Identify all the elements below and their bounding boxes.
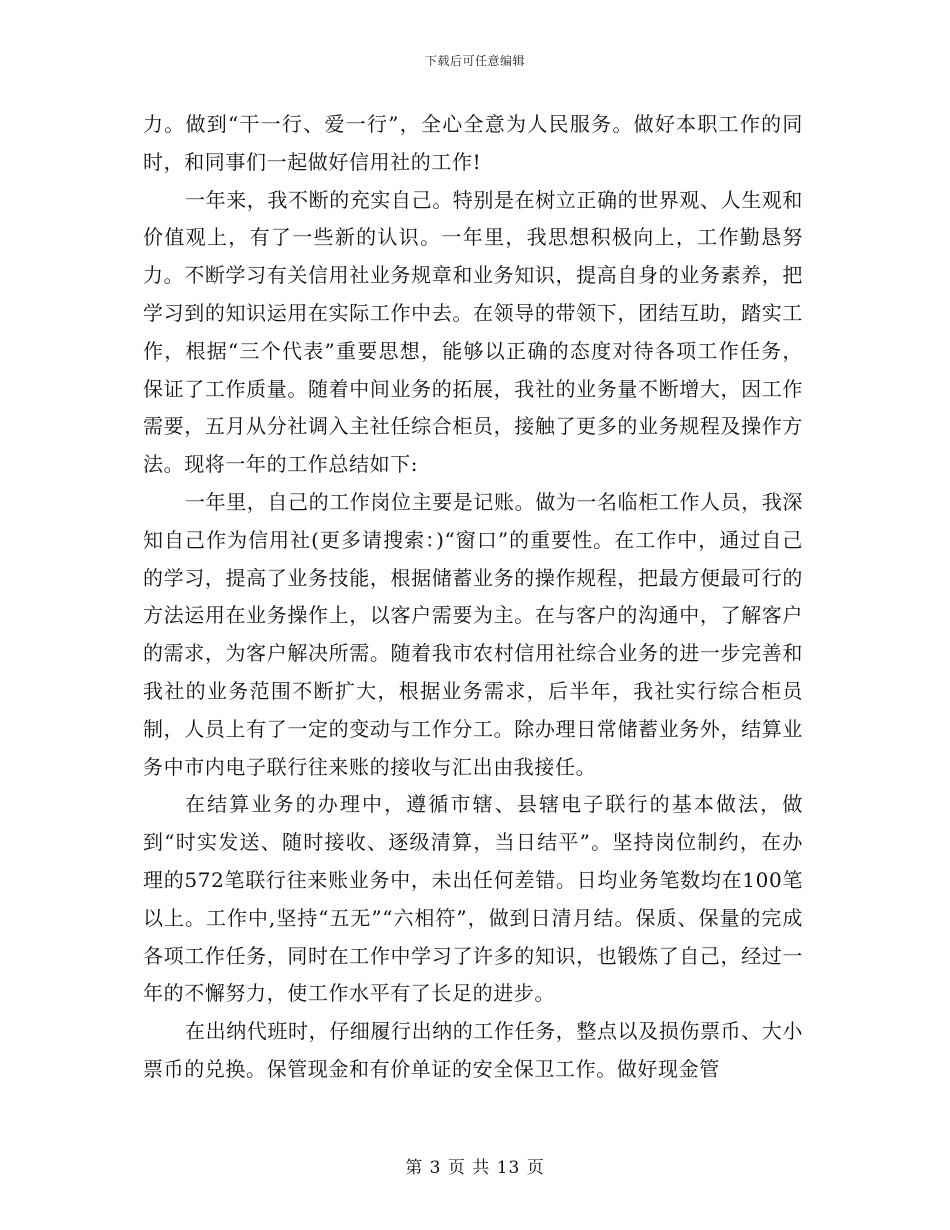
paragraph-2: 一年来，我不断的充实自己。特别是在树立正确的世界观、人生观和价值观上，有了一些新的认识。一年里，我思想积极向上，工作勤恳努力。不断学习有关信用社业务规章和业务知识，提高自身的业务素养，把学习到的知识运用在实际工作中去。在领导的带领下，团结互助，踏实工作，根据“三个代表”重要思想，能够以正确的态度对待各项工作任务，保证了工作质量。随着中间业务的拓展，我社的业务量不断增大，因工作需要，五月从分社调入主社任综合柜员，接触了更多的业务规程及操作方法。现将一年的工作总结如下: — [143, 187, 803, 477]
paragraph-3: 一年里，自己的工作岗位主要是记账。做为一名临柜工作人员，我深知自己作为信用社(更多请搜索：)“窗口”的重要性。在工作中，通过自己的学习，提高了业务技能，根据储蓄业务的操作规程，把最方便最可行的方法运用在业务操作上，以客户需要为主。在与客户的沟通中，了解客户的需求，为客户解决所需。随着我市农村信用社综合业务的进一步完善和我社的业务范围不断扩大，根据业务需求，后半年，我社实行综合柜员制，人员上有了一定的变动与工作分工。除办理日常储蓄业务外，结算业务中市内电子联行往来账的接收与汇出由我接任。 — [143, 489, 803, 779]
paragraph-1: 力。做到“干一行、爱一行”，全心全意为人民服务。做好本职工作的同时，和同事们一起做好信用社的工作! — [143, 112, 803, 174]
document-body — [143, 106, 803, 1089]
page-header: 下载后可任意编辑 — [424, 54, 525, 68]
paragraph-5: 在出纳代班时，仔细履行出纳的工作任务，整点以及损伤票币、大小票币的兑换。保管现金和有价单证的安全保卫工作。做好现金管 — [143, 1019, 803, 1081]
page-footer: 第 3 页 共 13 页 — [405, 1158, 545, 1178]
paragraph-4: 在结算业务的办理中，遵循市辖、县辖电子联行的基本做法，做到“时实发送、随时接收、逐级清算，当日结平”。坚持岗位制约，在办理的572笔联行往来账业务中，未出任何差错。日均业务笔数均在100笔以上。工作中,坚持“五无”“六相符”，做到日清月结。保质、保量的完成各项工作任务，同时在工作中学习了许多的知识，也锻炼了自己，经过一年的不懈努力，使工作水平有了长足的进步。 — [143, 792, 803, 1006]
